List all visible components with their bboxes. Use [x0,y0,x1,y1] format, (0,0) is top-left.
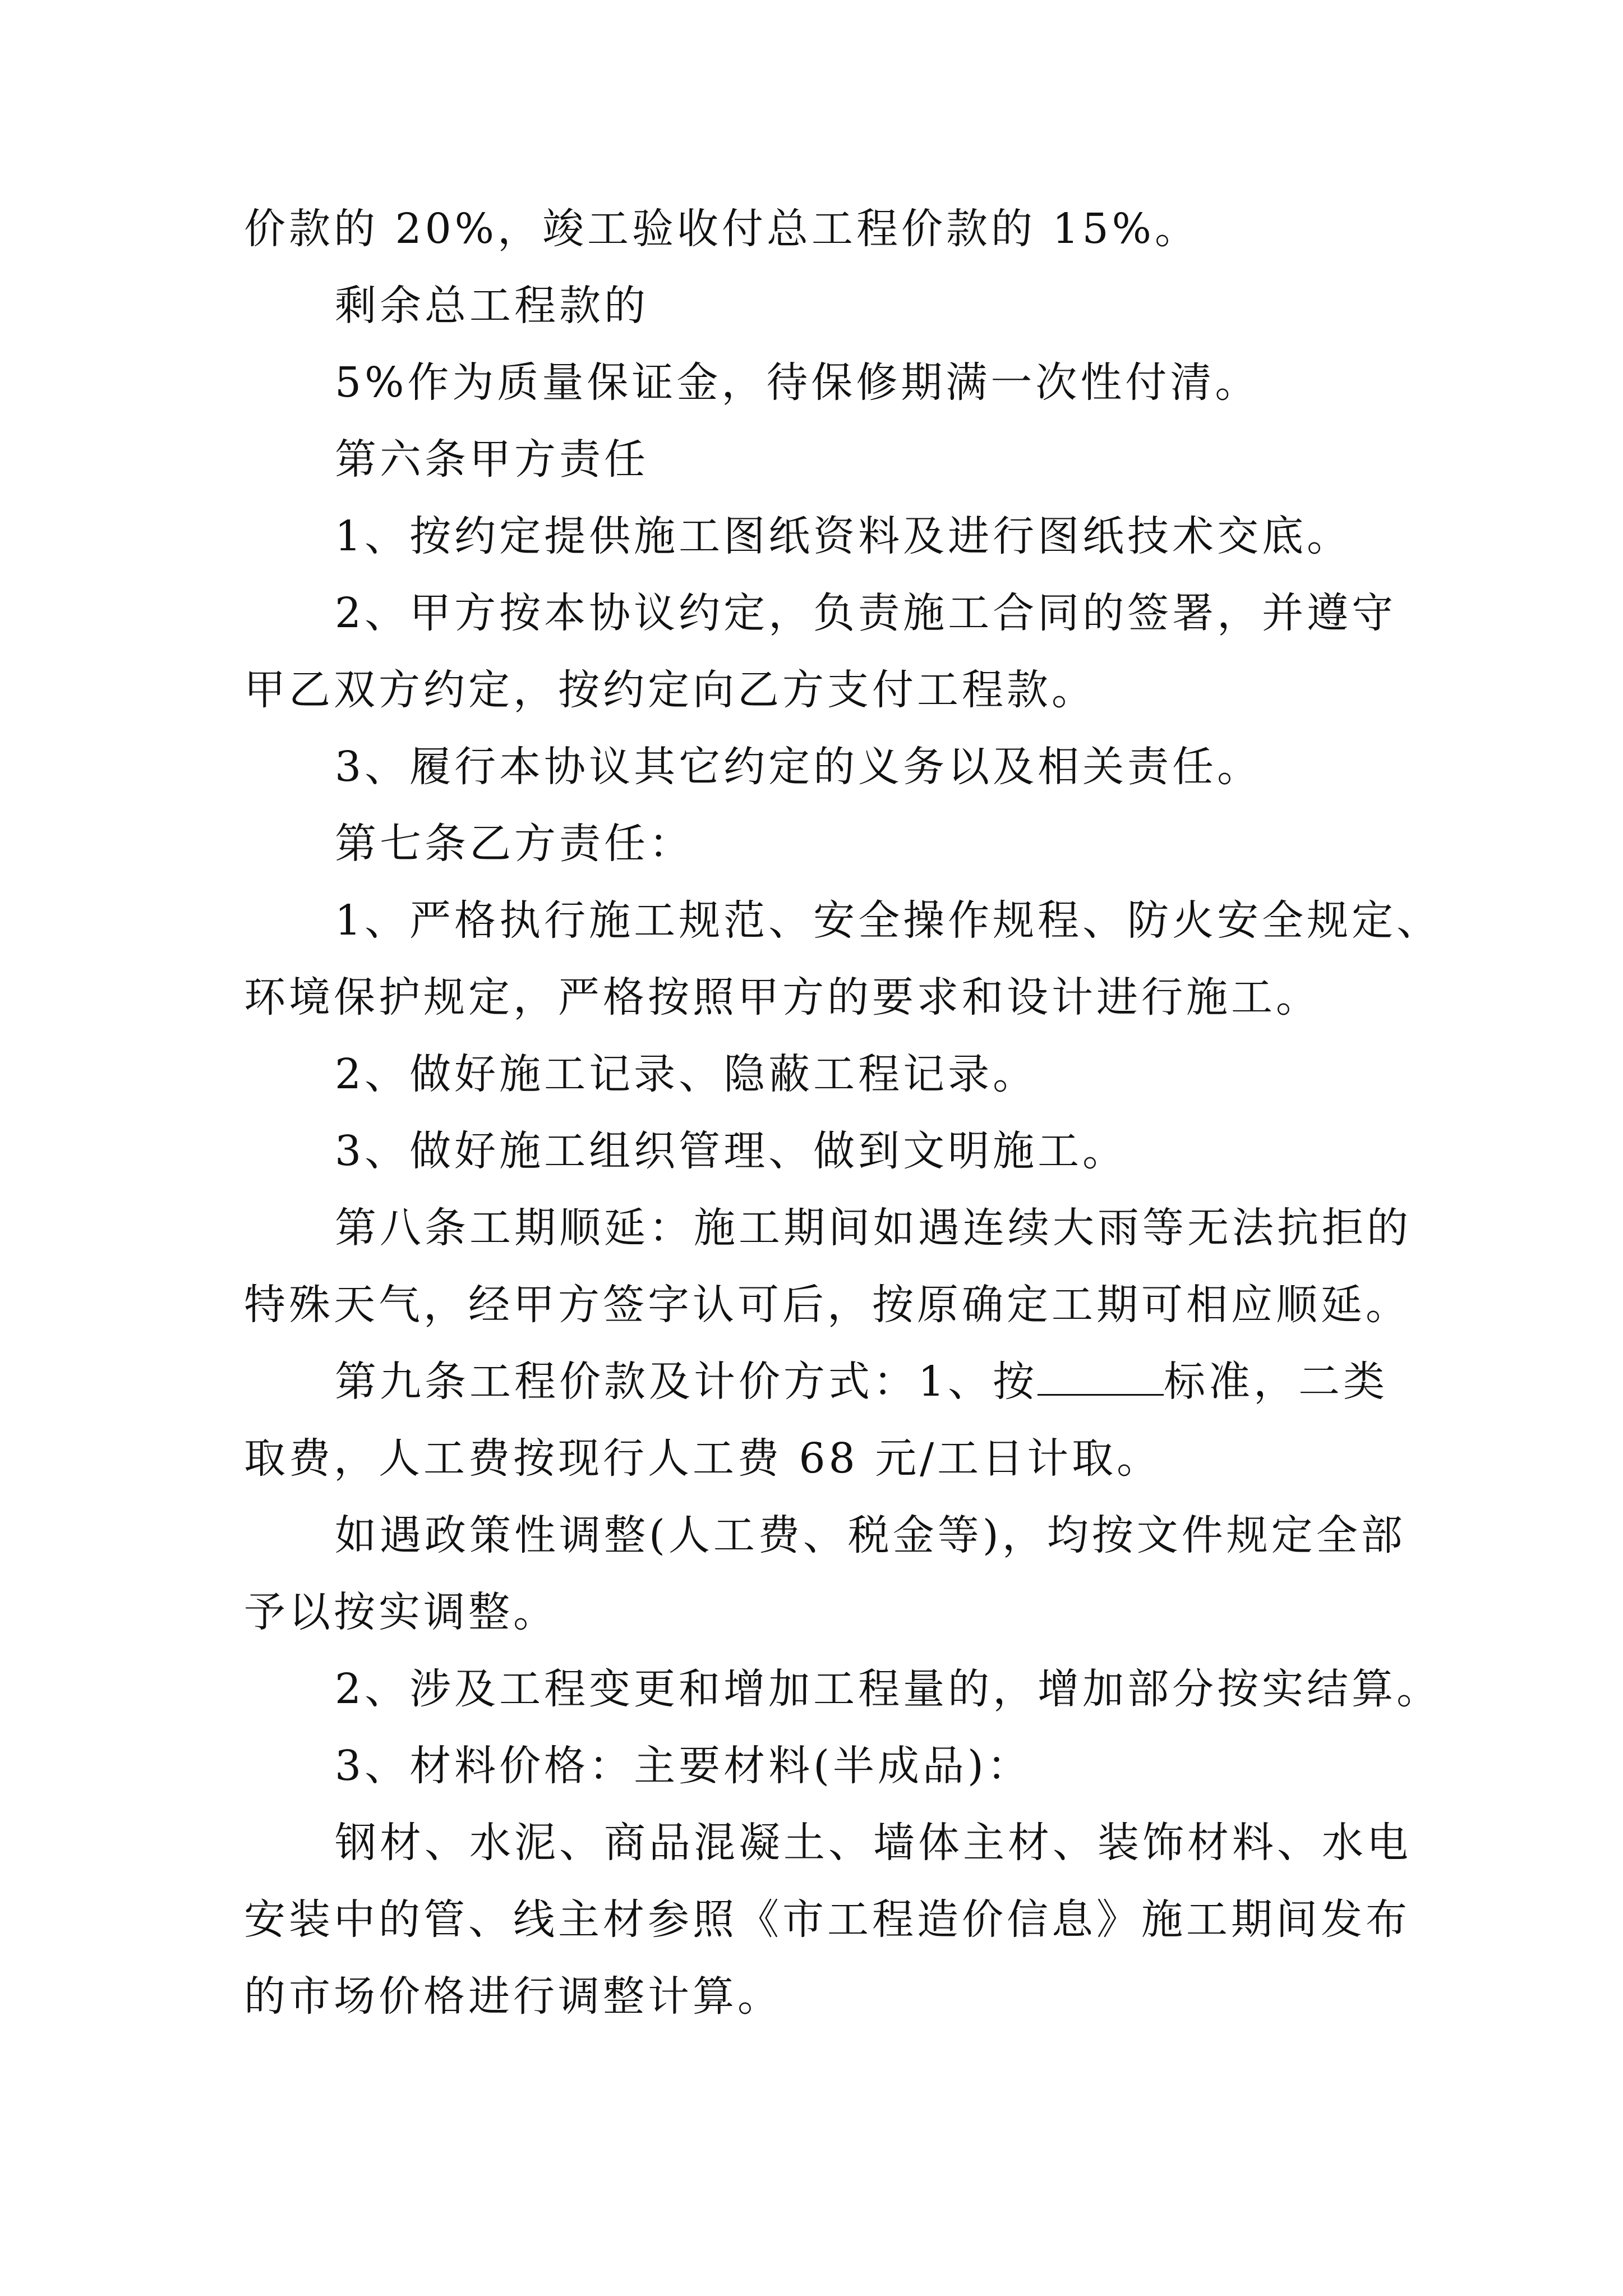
paragraph-line: 予以按实调整。 [244,1588,558,1636]
document-body [244,191,1442,2035]
section-heading: 第六条甲方责任 [335,435,649,484]
paragraph-line: 如遇政策性调整(人工费、税金等)，均按文件规定全部 [335,1511,1406,1559]
paragraph-line: 环境保护规定，严格按照甲方的要求和设计进行施工。 [244,973,1321,1022]
paragraph-line: 取费，人工费按现行人工费 68 元/工日计取。 [244,1434,1162,1483]
fill-in-blank [1038,1359,1164,1396]
article-nine-line [244,1343,1389,1420]
paragraph-line: 钢材、水泥、商品混凝土、墙体主材、装饰材料、水电 [335,1819,1412,1867]
paragraph-line: 1、严格执行施工规范、安全操作规程、防火安全规定、 [335,896,1442,945]
paragraph-line: 的市场价格进行调整计算。 [244,1972,782,2021]
paragraph-line: 剩余总工程款的 [335,282,649,330]
article-nine-text-end: 标准，二类 [1164,1358,1389,1406]
paragraph-line: 5%作为质量保证金，待保修期满一次性付清。 [335,358,1260,407]
section-heading: 第七条乙方责任： [335,820,694,868]
paragraph-line: 价款的 20%，竣工验收付总工程价款的 15%。 [244,205,1200,253]
paragraph-line: 2、做好施工记录、隐蔽工程记录。 [335,1050,1038,1098]
paragraph-line: 3、履行本协议其它约定的义务以及相关责任。 [335,743,1262,791]
paragraph-line: 3、做好施工组织管理、做到文明施工。 [335,1127,1128,1175]
paragraph-line: 3、材料价格：主要材料(半成品)： [335,1742,1032,1790]
section-heading: 第八条工期顺延：施工期间如遇连续大雨等无法抗拒的 [335,1204,1412,1252]
paragraph-line: 2、涉及工程变更和增加工程量的，增加部分按实结算。 [335,1665,1442,1713]
article-nine-text: 第九条工程价款及计价方式：1、按 [335,1358,1038,1406]
paragraph-line: 甲乙双方约定，按约定向乙方支付工程款。 [244,666,1096,714]
paragraph-line: 特殊天气，经甲方签字认可后，按原确定工期可相应顺延。 [244,1281,1410,1329]
paragraph-line: 2、甲方按本协议约定，负责施工合同的签署，并遵守 [335,589,1397,637]
paragraph-line: 安装中的管、线主材参照《市工程造价信息》施工期间发布 [244,1895,1410,1944]
paragraph-line: 1、按约定提供施工图纸资料及进行图纸技术交底。 [335,512,1352,560]
